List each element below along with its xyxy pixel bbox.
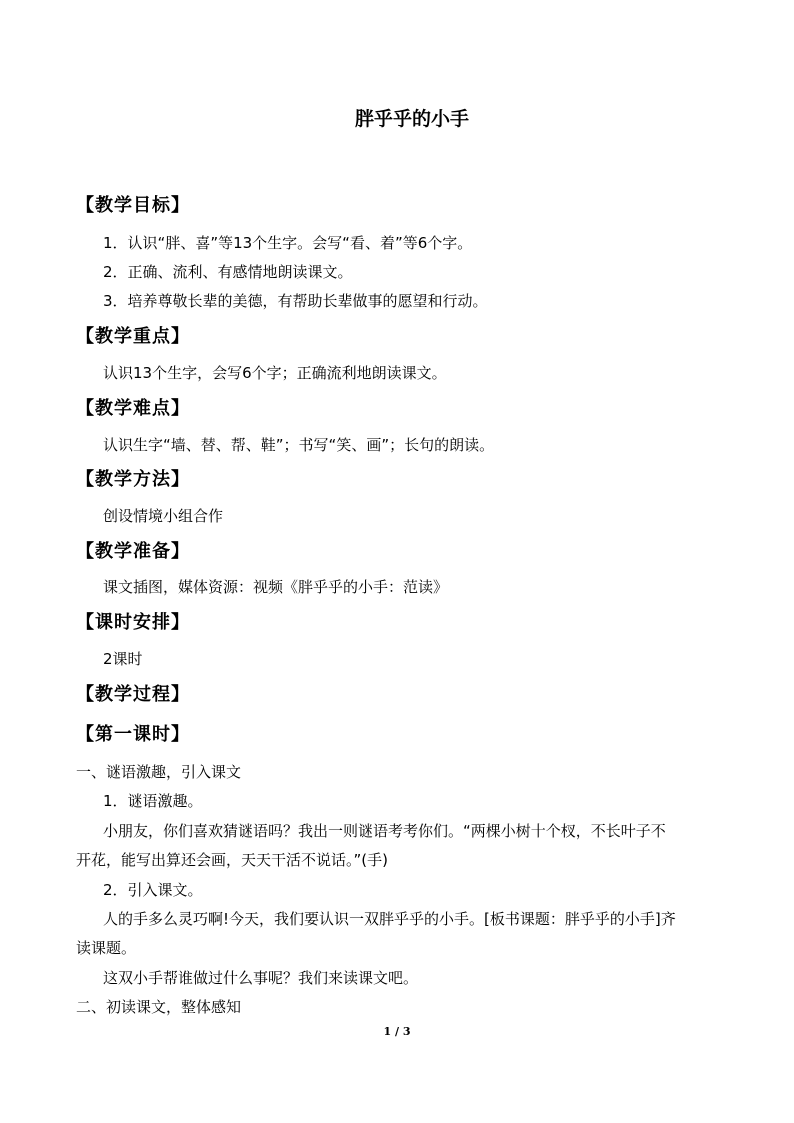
methods-text: 创设情境小组合作: [103, 507, 224, 525]
heading-process: 【教学过程】: [76, 684, 190, 705]
key-points-text: 认识13个生字，会写6个字；正确流利地朗读课文。: [103, 364, 447, 382]
step2-label: 2．引入课文。: [103, 881, 203, 899]
step1-label: 1．谜语激趣。: [103, 792, 203, 810]
riddle-line-1: 小朋友，你们喜欢猜谜语吗？我出一则谜语考考你们。“两棵小树十个杈，不长叶子不: [103, 822, 666, 840]
schedule-text: 2课时: [103, 650, 143, 668]
objective-item-3: 3．培养尊敬长辈的美德，有帮助长辈做事的愿望和行动。: [103, 292, 488, 310]
heading-first-lesson: 【第一课时】: [76, 724, 190, 745]
objective-item-1: 1．认识“胖、喜”等13个生字。会写“看、着”等6个字。: [103, 234, 473, 252]
page-number: 1 / 3: [383, 1025, 411, 1038]
heading-difficulties: 【教学难点】: [76, 398, 190, 419]
part1-title: 一、谜语激趣，引入课文: [76, 763, 242, 781]
heading-schedule: 【课时安排】: [76, 612, 190, 633]
intro-line-1: 人的手多么灵巧啊!今天，我们要认识一双胖乎乎的小手。[板书课题：胖乎乎的小手]齐: [103, 910, 676, 928]
document-title: 胖乎乎的小手: [354, 108, 469, 130]
heading-objectives: 【教学目标】: [76, 195, 190, 216]
question-text: 这双小手帮谁做过什么事呢？我们来读课文吧。: [103, 969, 419, 987]
difficulties-text: 认识生字“墙、替、帮、鞋”；书写“笑、画”；长句的朗读。: [103, 436, 495, 454]
heading-key-points: 【教学重点】: [76, 326, 190, 347]
heading-methods: 【教学方法】: [76, 469, 190, 490]
preparation-text: 课文插图，媒体资源：视频《胖乎乎的小手：范读》: [103, 578, 449, 596]
heading-preparation: 【教学准备】: [76, 541, 190, 562]
riddle-line-2: 开花，能写出算还会画，天天干活不说话。”(手): [76, 851, 388, 869]
part2-title: 二、初读课文，整体感知: [76, 998, 242, 1016]
intro-line-2: 读课题。: [76, 939, 137, 957]
objective-item-2: 2．正确、流利、有感情地朗读课文。: [103, 263, 353, 281]
